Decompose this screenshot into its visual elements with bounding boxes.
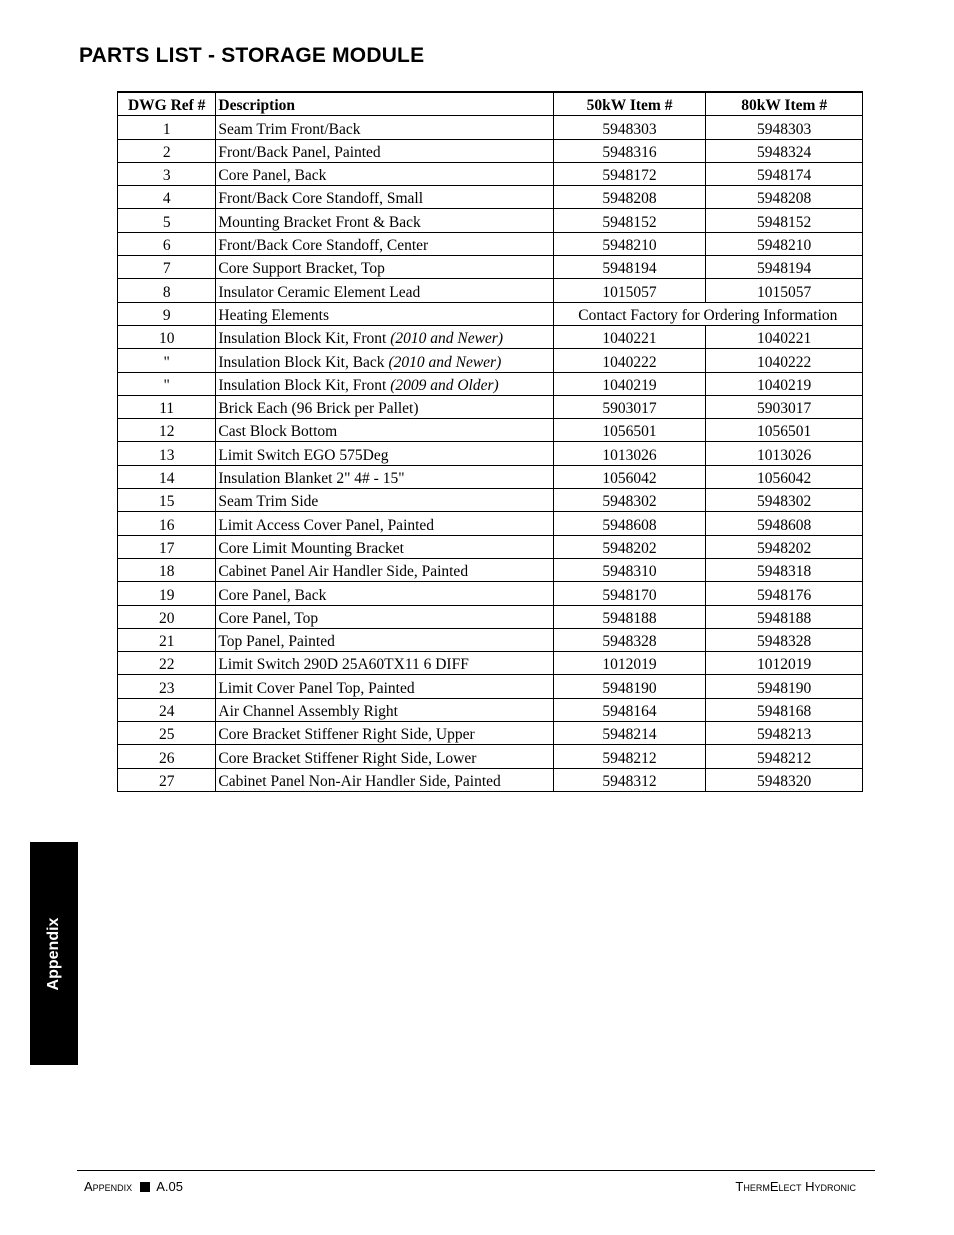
row-dwg-ref: 14 bbox=[118, 465, 216, 488]
row-description-text: Front/Back Panel, Painted bbox=[218, 143, 381, 161]
row-80kw-item: 5948210 bbox=[706, 232, 863, 255]
table-row bbox=[118, 442, 863, 465]
row-description-text: Core Panel, Back bbox=[218, 167, 327, 185]
page-title: PARTS LIST - STORAGE MODULE bbox=[79, 44, 425, 67]
row-80kw-item: 5948324 bbox=[706, 139, 863, 162]
row-description bbox=[216, 186, 553, 209]
row-50kw-item: 5948170 bbox=[553, 582, 706, 605]
table-row bbox=[118, 535, 863, 558]
row-description-text: Seam Trim Front/Back bbox=[218, 120, 361, 138]
row-dwg-ref: 11 bbox=[118, 395, 216, 418]
row-50kw-item: 5948164 bbox=[553, 698, 706, 721]
table-row bbox=[118, 139, 863, 162]
row-80kw-item: 5948194 bbox=[706, 256, 863, 279]
row-description bbox=[216, 395, 553, 418]
row-description-text: Seam Trim Side bbox=[218, 493, 319, 511]
table-row bbox=[118, 605, 863, 628]
row-description bbox=[216, 582, 553, 605]
row-50kw-item: 5948212 bbox=[553, 745, 706, 768]
table-row bbox=[118, 698, 863, 721]
row-50kw-item: 5948214 bbox=[553, 722, 706, 745]
row-dwg-ref: 27 bbox=[118, 768, 216, 791]
table-row bbox=[118, 582, 863, 605]
side-tab-label: Appendix bbox=[45, 917, 62, 991]
parts-table bbox=[117, 91, 863, 792]
row-description bbox=[216, 652, 553, 675]
footer-divider bbox=[77, 1170, 875, 1171]
row-dwg-ref: 18 bbox=[118, 558, 216, 581]
table-row bbox=[118, 675, 863, 698]
row-dwg-ref: 5 bbox=[118, 209, 216, 232]
row-50kw-item: 1056501 bbox=[553, 419, 706, 442]
row-50kw-item: 5903017 bbox=[553, 395, 706, 418]
table-row bbox=[118, 652, 863, 675]
row-dwg-ref: 20 bbox=[118, 605, 216, 628]
row-dwg-ref: 9 bbox=[118, 302, 216, 325]
row-description bbox=[216, 279, 553, 302]
table-row bbox=[118, 512, 863, 535]
row-80kw-item: 1015057 bbox=[706, 279, 863, 302]
row-80kw-item: 1040219 bbox=[706, 372, 863, 395]
row-description-text: Core Bracket Stiffener Right Side, Lower bbox=[218, 749, 477, 767]
table-row bbox=[118, 768, 863, 791]
row-80kw-item: 5948168 bbox=[706, 698, 863, 721]
row-80kw-item: 5948202 bbox=[706, 535, 863, 558]
row-dwg-ref: 13 bbox=[118, 442, 216, 465]
table-header-row bbox=[118, 92, 863, 116]
row-dwg-ref: " bbox=[118, 349, 216, 372]
row-dwg-ref: 16 bbox=[118, 512, 216, 535]
row-description-text: Insulation Block Kit, Front bbox=[218, 330, 391, 348]
row-description-text: Core Support Bracket, Top bbox=[218, 260, 385, 278]
row-description-note: (2009 and Older) bbox=[390, 376, 499, 394]
row-80kw-item: 1040222 bbox=[706, 349, 863, 372]
row-description-text: Insulator Ceramic Element Lead bbox=[218, 283, 421, 301]
row-description-text: Insulation Block Kit, Back bbox=[218, 353, 389, 371]
row-dwg-ref: 17 bbox=[118, 535, 216, 558]
row-description bbox=[216, 419, 553, 442]
row-dwg-ref: " bbox=[118, 372, 216, 395]
filled-square-icon bbox=[140, 1182, 150, 1192]
row-80kw-item: 5948213 bbox=[706, 722, 863, 745]
row-description-text: Heating Elements bbox=[218, 306, 330, 324]
row-dwg-ref: 19 bbox=[118, 582, 216, 605]
row-80kw-item: 5948328 bbox=[706, 628, 863, 651]
row-description-text: Insulation Block Kit, Front bbox=[218, 376, 391, 394]
table-row bbox=[118, 722, 863, 745]
row-description-text: Cabinet Panel Non-Air Handler Side, Painted bbox=[218, 772, 501, 790]
row-description-text: Front/Back Core Standoff, Center bbox=[218, 237, 429, 255]
row-description-text: Limit Cover Panel Top, Painted bbox=[218, 679, 415, 697]
row-dwg-ref: 7 bbox=[118, 256, 216, 279]
row-80kw-item: 5948208 bbox=[706, 186, 863, 209]
row-dwg-ref: 23 bbox=[118, 675, 216, 698]
footer-product-name: ThermElect Hydronic bbox=[735, 1179, 856, 1194]
table-row bbox=[118, 419, 863, 442]
row-50kw-item: 5948190 bbox=[553, 675, 706, 698]
row-50kw-item: 5948608 bbox=[553, 512, 706, 535]
table-row bbox=[118, 256, 863, 279]
footer-page-number: A.05 bbox=[156, 1179, 183, 1194]
row-description bbox=[216, 302, 553, 325]
row-description bbox=[216, 535, 553, 558]
row-description-text: Core Panel, Top bbox=[218, 609, 319, 627]
row-description bbox=[216, 372, 553, 395]
table-row bbox=[118, 186, 863, 209]
row-80kw-item: 1056501 bbox=[706, 419, 863, 442]
row-50kw-item: 1012019 bbox=[553, 652, 706, 675]
row-description-text: Cabinet Panel Air Handler Side, Painted bbox=[218, 563, 469, 581]
row-50kw-item: 5948328 bbox=[553, 628, 706, 651]
row-80kw-item: 5948320 bbox=[706, 768, 863, 791]
row-50kw-item: 5948312 bbox=[553, 768, 706, 791]
row-80kw-item: 5948608 bbox=[706, 512, 863, 535]
row-description-note: (2010 and Newer) bbox=[388, 353, 502, 371]
row-description bbox=[216, 256, 553, 279]
row-description bbox=[216, 116, 553, 139]
table-row bbox=[118, 302, 863, 325]
table-row bbox=[118, 209, 863, 232]
row-50kw-item: 5948210 bbox=[553, 232, 706, 255]
row-dwg-ref: 3 bbox=[118, 162, 216, 185]
row-50kw-item: 5948188 bbox=[553, 605, 706, 628]
row-dwg-ref: 24 bbox=[118, 698, 216, 721]
row-80kw-item: 5948188 bbox=[706, 605, 863, 628]
row-80kw-item: 5903017 bbox=[706, 395, 863, 418]
row-description-text: Front/Back Core Standoff, Small bbox=[218, 190, 424, 208]
row-description bbox=[216, 209, 553, 232]
table-row bbox=[118, 232, 863, 255]
row-80kw-item: 1056042 bbox=[706, 465, 863, 488]
row-description bbox=[216, 162, 553, 185]
row-dwg-ref: 25 bbox=[118, 722, 216, 745]
row-80kw-item: 1013026 bbox=[706, 442, 863, 465]
row-description bbox=[216, 489, 553, 512]
row-dwg-ref: 6 bbox=[118, 232, 216, 255]
row-50kw-item: 1040221 bbox=[553, 325, 706, 348]
row-50kw-item: 5948310 bbox=[553, 558, 706, 581]
table-row bbox=[118, 395, 863, 418]
row-description bbox=[216, 232, 553, 255]
row-dwg-ref: 4 bbox=[118, 186, 216, 209]
row-description-text: Air Channel Assembly Right bbox=[218, 703, 398, 721]
row-50kw-item: 5948152 bbox=[553, 209, 706, 232]
row-80kw-item: 5948302 bbox=[706, 489, 863, 512]
row-50kw-item: 1040222 bbox=[553, 349, 706, 372]
row-description-text: Core Limit Mounting Bracket bbox=[218, 539, 404, 557]
row-description bbox=[216, 512, 553, 535]
row-description bbox=[216, 768, 553, 791]
row-description bbox=[216, 605, 553, 628]
row-50kw-item: 5948202 bbox=[553, 535, 706, 558]
row-description bbox=[216, 139, 553, 162]
table-row bbox=[118, 745, 863, 768]
row-description bbox=[216, 745, 553, 768]
appendix-side-tab bbox=[30, 842, 78, 1065]
row-description-note: (2010 and Newer) bbox=[390, 330, 503, 348]
row-dwg-ref: 2 bbox=[118, 139, 216, 162]
row-description bbox=[216, 675, 553, 698]
table-row bbox=[118, 372, 863, 395]
row-80kw-item: 5948318 bbox=[706, 558, 863, 581]
header-dwg-ref: DWG Ref # bbox=[118, 92, 216, 116]
table-row bbox=[118, 116, 863, 139]
table-row bbox=[118, 162, 863, 185]
row-description bbox=[216, 698, 553, 721]
row-description bbox=[216, 628, 553, 651]
parts-table-body bbox=[118, 116, 863, 792]
row-description-text: Top Panel, Painted bbox=[218, 633, 335, 651]
row-80kw-item: 5948212 bbox=[706, 745, 863, 768]
footer-section: Appendix bbox=[84, 1179, 133, 1194]
header-description: Description bbox=[216, 92, 553, 116]
table-row bbox=[118, 279, 863, 302]
row-description-text: Core Bracket Stiffener Right Side, Upper bbox=[218, 726, 475, 744]
row-merged-item-note: Contact Factory for Ordering Information bbox=[553, 302, 862, 325]
table-row bbox=[118, 558, 863, 581]
row-50kw-item: 5948316 bbox=[553, 139, 706, 162]
row-80kw-item: 5948174 bbox=[706, 162, 863, 185]
row-description-text: Limit Access Cover Panel, Painted bbox=[218, 516, 435, 534]
row-50kw-item: 1015057 bbox=[553, 279, 706, 302]
row-dwg-ref: 8 bbox=[118, 279, 216, 302]
row-dwg-ref: 26 bbox=[118, 745, 216, 768]
row-description bbox=[216, 325, 553, 348]
row-50kw-item: 5948172 bbox=[553, 162, 706, 185]
row-50kw-item: 5948208 bbox=[553, 186, 706, 209]
row-description-text: Brick Each (96 Brick per Pallet) bbox=[218, 400, 419, 418]
row-dwg-ref: 15 bbox=[118, 489, 216, 512]
row-description-text: Mounting Bracket Front & Back bbox=[218, 213, 421, 231]
row-description-text: Limit Switch EGO 575Deg bbox=[218, 446, 389, 464]
row-dwg-ref: 10 bbox=[118, 325, 216, 348]
row-80kw-item: 5948303 bbox=[706, 116, 863, 139]
row-80kw-item: 1040221 bbox=[706, 325, 863, 348]
row-dwg-ref: 12 bbox=[118, 419, 216, 442]
row-80kw-item: 5948152 bbox=[706, 209, 863, 232]
row-50kw-item: 5948194 bbox=[553, 256, 706, 279]
row-dwg-ref: 22 bbox=[118, 652, 216, 675]
row-dwg-ref: 21 bbox=[118, 628, 216, 651]
row-dwg-ref: 1 bbox=[118, 116, 216, 139]
row-description bbox=[216, 722, 553, 745]
row-description-text: Limit Switch 290D 25A60TX11 6 DIFF bbox=[218, 656, 469, 674]
row-description bbox=[216, 558, 553, 581]
table-row bbox=[118, 349, 863, 372]
row-description bbox=[216, 442, 553, 465]
row-50kw-item: 5948303 bbox=[553, 116, 706, 139]
row-description-text: Core Panel, Back bbox=[218, 586, 327, 604]
row-50kw-item: 5948302 bbox=[553, 489, 706, 512]
row-80kw-item: 5948176 bbox=[706, 582, 863, 605]
row-50kw-item: 1056042 bbox=[553, 465, 706, 488]
row-50kw-item: 1040219 bbox=[553, 372, 706, 395]
row-80kw-item: 5948190 bbox=[706, 675, 863, 698]
table-row bbox=[118, 628, 863, 651]
footer-left bbox=[84, 1179, 183, 1194]
table-row bbox=[118, 489, 863, 512]
header-50kw-item: 50kW Item # bbox=[553, 92, 706, 116]
row-description-text: Cast Block Bottom bbox=[218, 423, 338, 441]
row-description-text: Insulation Blanket 2" 4# - 15" bbox=[218, 470, 405, 488]
header-80kw-item: 80kW Item # bbox=[706, 92, 863, 116]
row-description bbox=[216, 465, 553, 488]
table-row bbox=[118, 325, 863, 348]
row-80kw-item: 1012019 bbox=[706, 652, 863, 675]
row-50kw-item: 1013026 bbox=[553, 442, 706, 465]
row-description bbox=[216, 349, 553, 372]
table-row bbox=[118, 465, 863, 488]
